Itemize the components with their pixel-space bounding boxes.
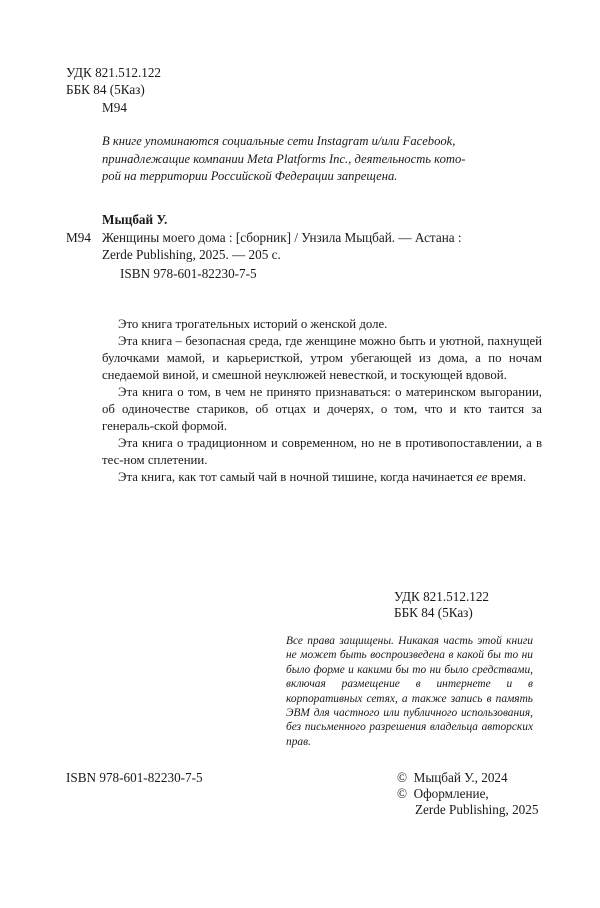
annotation [102,316,542,486]
annotation-text: время. [487,470,527,484]
copyright-author: © Мыцбай У., 2024 [397,770,508,785]
copyright-publisher: Zerde Publishing, 2025 [415,802,539,817]
udk-code-bottom: УДК 821.512.122 [394,589,490,604]
catalog-mark: М94 [66,230,91,245]
bbk-code: ББК 84 (5Каз) [66,82,145,97]
annotation-paragraph: Это книга трогательных историй о женской доле. [118,317,388,331]
annotation-text: Эта книга, как тот самый чай в ночной тишине, когда начинается [118,470,477,484]
annotation-last-paragraph [102,469,542,486]
catalog-author: Мыцбай У. [102,212,168,227]
disclaimer [102,133,465,186]
disclaimer-line: принадлежащие компании Meta Platforms Inc., деятельность кото- [102,151,466,166]
footer-isbn: ISBN 978-601-82230-7-5 [66,770,203,785]
copyright-design: © Оформление, [397,786,489,801]
catalog-title-line: Женщины моего дома : [сборник] / Унзила Мыцбай. — Астана : [102,230,462,245]
annotation-emphasis: ее [476,470,488,484]
catalog-publisher-line: Zerde Publishing, 2025. — 205 с. [102,247,281,262]
annotation-paragraph: Эта книга – безопасная среда, где женщине можно быть и уютной, пахнущей булочками мамой, и карьеристкой, утром убегающей из дома, а по ночам снедаемой виной, и смешной неуклюжей невесткой, и тоскующей вдовой. [102,334,542,382]
annotation-paragraph: Эта книга о том, в чем не принято признаваться: о материнском выгорании, об одиночестве стариков, об отцах и дочерях, о том, что и кто таится за генераль-ской формой. [102,385,542,433]
author-mark: М94 [102,100,127,115]
catalog-isbn: ISBN 978-601-82230-7-5 [120,266,257,281]
bbk-code-bottom: ББК 84 (5Каз) [394,605,473,620]
udk-code: УДК 821.512.122 [66,65,162,80]
annotation-paragraph: Эта книга о традиционном и современном, но не в противопоставлении, а в тес-ном сплетении. [102,436,542,467]
disclaimer-line: рой на территории Российской Федерации запрещена. [102,169,398,183]
rights-notice: Все права защищены. Никакая часть этой книги не может быть воспроизведена в какой бы то ни было форме и какими бы то ни было средствами, включая размещение в интернете и в корпоративных сетях, а также запись в память ЭВМ для частного или публичного использования, без письменного разрешения владельца авторских прав. [286,635,533,748]
disclaimer-line: В книге упоминаются социальные сети Instagram и/или Facebook, [102,134,456,148]
